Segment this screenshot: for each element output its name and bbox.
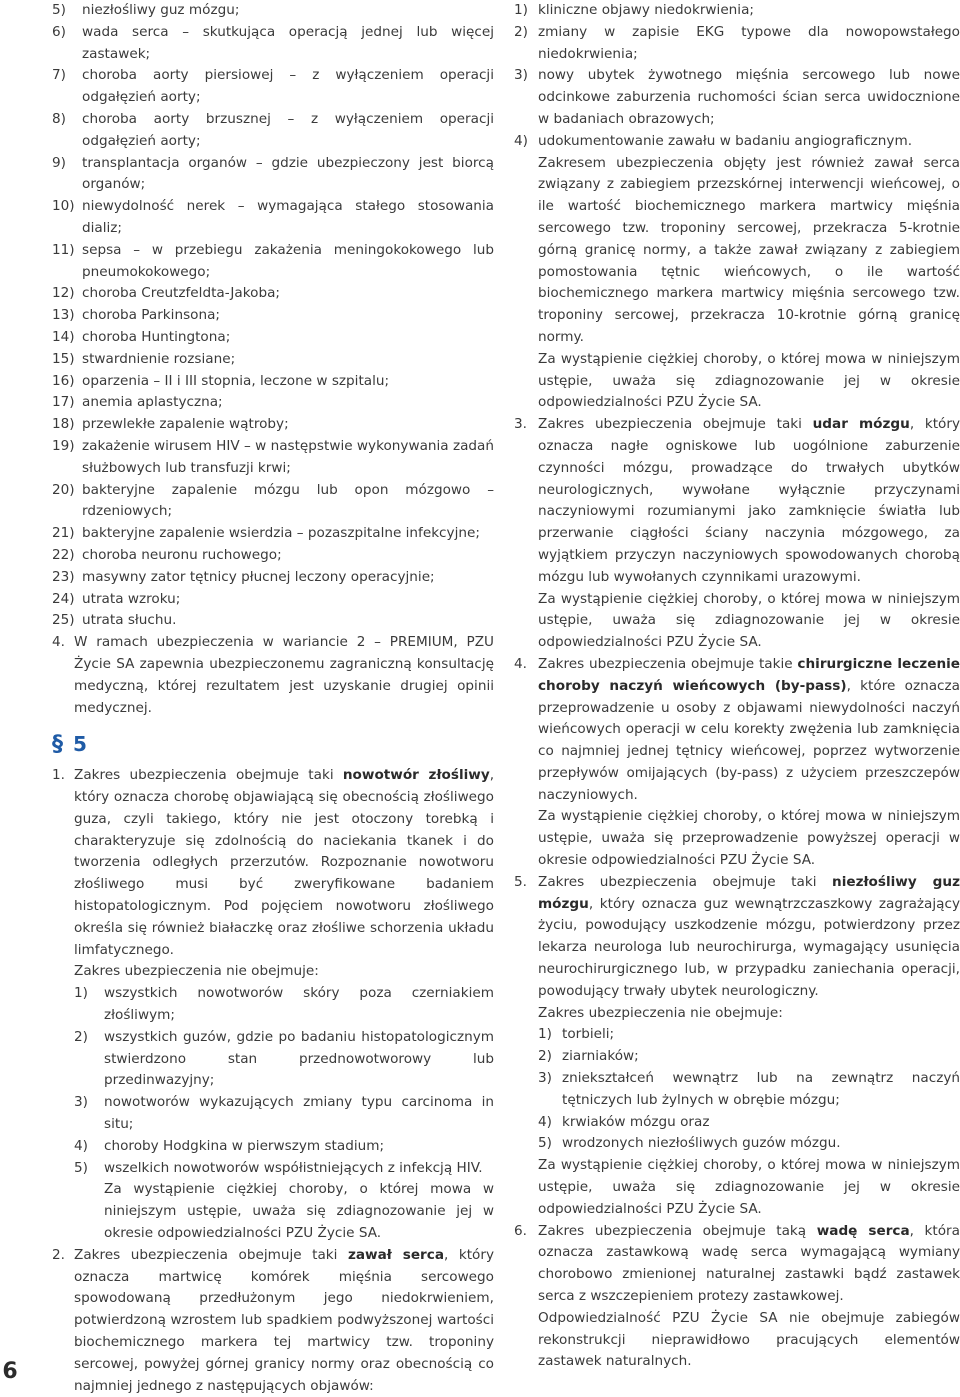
list-item-number: 2) bbox=[538, 1048, 552, 1065]
clause-number: 5. bbox=[514, 873, 527, 890]
list-item-text: transplantacja organów – gdzie ubezpieczony jest biorcą organów; bbox=[82, 154, 494, 193]
list-item-number: 6) bbox=[52, 23, 66, 40]
list-item-text: utrata wzroku; bbox=[82, 590, 181, 607]
list-item-text: wszystkich guzów, gdzie po badaniu histopatologicznym stwierdzono stan przednowotworowy lub przedinwazyjny; bbox=[104, 1028, 494, 1089]
list-item bbox=[52, 22, 494, 66]
list-item-text: zmiany w zapisie EKG typowe dla nowopowstałego niedokrwienia; bbox=[538, 23, 960, 62]
list-item bbox=[52, 305, 494, 327]
clause-text: Zakres ubezpieczenia obejmuje taką wadę serca, która oznacza zastawkową wadę serca wymagającą wymiany chorobowo zmienionej naturalnej zastawki bądź zastawek serca z wszczepieniem protezy zastawkowej. bbox=[538, 1222, 960, 1305]
list-item-text: torbieli; bbox=[562, 1026, 615, 1043]
list-item bbox=[514, 131, 960, 153]
list-item-number: 19) bbox=[52, 437, 75, 454]
clause-text: Zakres ubezpieczenia obejmuje taki niezłośliwy guz mózgu, który oznacza guz wewnątrzczaszkowy zagrażający życiu, powodujący uszkodzenie mózgu, potwierdzony przez lekarza neurologa lub neurochirurga, wymagający usunięcia neurochirurgicznego lub, w przypadku zaniechania operacji, powodujący trwały ubytek neurologiczny. bbox=[538, 873, 960, 999]
clause-2-extra: Zakresem ubezpieczenia objęty jest również zawał serca związany z zabiegiem przezskórnej interwencji wieńcowej, o ile wartość biochemicznego markera martwicy mięśnia sercowego tzw. troponiny sercowej, przekracza 5-krotnie górną granicę normy, a także zawał związany z zabiegiem pomostowania tętnic wieńcowych, o ile wartość biochemicznego markera martwicy mięśnia sercowego tzw. troponiny sercowej, przekracza 10-krotnie górną granicę normy. bbox=[538, 154, 960, 345]
list-item bbox=[74, 1158, 494, 1180]
list-item-number: 22) bbox=[52, 546, 75, 563]
list-item-number: 3) bbox=[74, 1094, 88, 1111]
list-item-number: 12) bbox=[52, 285, 75, 302]
list-item-text: choroba aorty piersiowej – z wyłączeniem operacji odgałęzień aorty; bbox=[82, 67, 494, 106]
list-item-text: wszelkich nowotworów współistniejących z infekcją HIV. bbox=[104, 1159, 483, 1176]
list-item bbox=[52, 480, 494, 524]
clause-6 bbox=[514, 1221, 960, 1308]
list-item-text: choroba aorty brzusznej – z wyłączeniem operacji odgałęzień aorty; bbox=[82, 110, 494, 149]
list-item-text: kliniczne objawy niedokrwienia; bbox=[538, 2, 754, 18]
symptoms-list bbox=[514, 0, 960, 153]
section-number: 5 bbox=[73, 732, 87, 757]
list-item bbox=[74, 1027, 494, 1092]
list-item-text: masywny zator tętnicy płucnej leczony operacyjnie; bbox=[82, 568, 435, 585]
section-heading bbox=[52, 731, 494, 759]
list-item bbox=[52, 545, 494, 567]
list-item-text: choroba Creutzfeldta-Jakoba; bbox=[82, 285, 280, 302]
list-item-number: 1) bbox=[514, 2, 528, 18]
list-item-text: nowy ubytek żywotnego mięśnia sercowego lub nowe odcinkowe zaburzenia ruchomości ścian serca uwidocznione w badaniach obrazowych; bbox=[538, 67, 960, 127]
list-item-text: nowotworów wykazujących zmiany typu carcinoma in situ; bbox=[104, 1094, 494, 1133]
exclusions-intro: Zakres ubezpieczenia nie obejmuje: bbox=[74, 963, 319, 980]
list-item-text: zakażenie wirusem HIV – w następstwie wykonywania zadań służbowych lub transfuzji krwi; bbox=[82, 437, 494, 476]
list-item-number: 5) bbox=[52, 2, 66, 18]
list-item-text: krwiaków mózgu oraz bbox=[562, 1113, 710, 1130]
list-item-number: 4) bbox=[538, 1113, 552, 1130]
list-item bbox=[52, 283, 494, 305]
list-item-number: 11) bbox=[52, 241, 75, 258]
list-item-text: niezłośliwy guz mózgu; bbox=[82, 2, 240, 18]
list-item-text: wszystkich nowotworów skóry poza czerniakiem złośliwym; bbox=[104, 985, 494, 1024]
list-item-text: ziarniaków; bbox=[562, 1048, 639, 1065]
list-item-text: zniekształceń wewnątrz lub na zewnątrz naczyń tętniczych lub żylnych w obrębie mózgu; bbox=[562, 1070, 960, 1108]
list-item-text: niewydolność nerek – wymagająca stałego stosowania dializ; bbox=[82, 198, 494, 236]
list-item-number: 9) bbox=[52, 154, 66, 171]
list-item-number: 21) bbox=[52, 525, 75, 542]
list-item-number: 16) bbox=[52, 372, 75, 389]
clause-4 bbox=[52, 632, 494, 719]
list-item-text: anemia aplastyczna; bbox=[82, 394, 223, 411]
section-sign: § bbox=[52, 732, 63, 758]
clause-5 bbox=[514, 872, 960, 1003]
list-item bbox=[52, 349, 494, 371]
list-item-text: wada serca – skutkująca operacją jednej lub więcej zastawek; bbox=[82, 23, 494, 62]
diagnosis-note: Za wystąpienie ciężkiej choroby, o której mowa w niniejszym ustępie, uważa się zdiagnozowanie jej w okresie odpowiedzialności PZU Życie SA. bbox=[538, 350, 960, 411]
list-item bbox=[74, 1092, 494, 1136]
list-item-number: 3) bbox=[538, 1070, 552, 1087]
list-item bbox=[538, 1133, 960, 1155]
list-item bbox=[52, 0, 494, 22]
list-item-number: 2) bbox=[514, 23, 528, 40]
list-item bbox=[52, 414, 494, 436]
clause-2 bbox=[52, 1245, 494, 1397]
list-item-text: choroba neuronu ruchowego; bbox=[82, 546, 282, 563]
list-item bbox=[52, 196, 494, 240]
clause-number: 1. bbox=[52, 767, 65, 784]
clause-6-note: Odpowiedzialność PZU Życie SA nie obejmuje zabiegów rekonstrukcji nieprawidłowo pracujących elementów zastawek naturalnych. bbox=[538, 1309, 960, 1370]
list-item bbox=[52, 589, 494, 611]
exclusions-list bbox=[74, 983, 494, 1179]
list-item-number: 1) bbox=[74, 985, 88, 1002]
list-item bbox=[538, 1024, 960, 1046]
term-bold: chirurgiczne leczenie choroby naczyń wieńcowych (by-pass) bbox=[538, 655, 960, 694]
list-item-text: przewlekłe zapalenie wątroby; bbox=[82, 416, 289, 433]
list-item-number: 10) bbox=[52, 198, 75, 215]
clause-text: Zakres ubezpieczenia obejmuje taki udar mózgu, który oznacza nagłe ogniskowe lub uogólnione zaburzenie czynności mózgu, prowadzące do trwałych ubytków neurologicznych, wywołane wyłącznie przyczynami naczyniowymi rozumianymi jako zamknięcie światła lub przerwanie ciągłości ściany naczynia mózgowego, za wyjątkiem przyczyn naczyniowych spowodowanych chorobą mózgu lub wywołanych czynnikami urazowymi. bbox=[538, 416, 960, 585]
clause-text: Zakres ubezpieczenia obejmuje taki nowotwór złośliwy, który oznacza chorobę objawiającą się obecnością złośliwego guza, czyli takiego, który nie jest otoczony torebką i charakteryzuje się zdolnością do naciekania tkanek i do tworzenia odległych przerzutów. Rozpoznanie nowotworu złośliwego musi być zweryfikowane badaniem histopatologicznym. Pod pojęciem nowotworu złośliwego określa się również białaczkę oraz złośliwe schorzenia układu limfatycznego. bbox=[74, 767, 495, 958]
term-bold: niezłośliwy guz mózgu bbox=[538, 873, 960, 912]
diagnosis-note: Za wystąpienie ciężkiej choroby, o której mowa w niniejszym ustępie, uważa się zdiagnozowanie jej w okresie odpowiedzialności PZU Życie SA. bbox=[538, 1157, 960, 1217]
list-item bbox=[514, 0, 960, 22]
clause-text: Zakres ubezpieczenia obejmuje takie chirurgiczne leczenie choroby naczyń wieńcowych (by-pass), które oznacza przeprowadzenie u osoby z objawami niewydolności naczyń wieńcowych operacji w celu korekty zwężenia lub zamknięcia co najmniej jednej tętnicy wieńcowej, poprzez wytworzenie przepływów omijających (by-pass) z użyciem przeszczepów naczyniowych. bbox=[538, 655, 960, 803]
list-item-number: 23) bbox=[52, 568, 75, 585]
list-item-text: wrodzonych niezłośliwych guzów mózgu. bbox=[562, 1135, 841, 1152]
list-item-number: 5) bbox=[538, 1135, 552, 1152]
clause-3 bbox=[514, 414, 960, 588]
list-item bbox=[52, 153, 494, 197]
list-item bbox=[52, 392, 494, 414]
list-item bbox=[52, 371, 494, 393]
list-item bbox=[52, 523, 494, 545]
clause-4 bbox=[514, 654, 960, 807]
list-item-number: 7) bbox=[52, 67, 66, 84]
list-item bbox=[538, 1112, 960, 1134]
clause-number: 2. bbox=[52, 1246, 65, 1263]
list-item-number: 17) bbox=[52, 394, 75, 411]
clause-number: 6. bbox=[514, 1222, 527, 1239]
list-item-text: sepsa – w przebiegu zakażenia meningokokowego lub pneumokokowego; bbox=[82, 241, 494, 280]
term-bold: zawał serca bbox=[347, 1246, 444, 1263]
right-column bbox=[514, 0, 960, 1373]
disease-list bbox=[52, 0, 494, 632]
left-column bbox=[52, 0, 494, 1397]
list-item bbox=[74, 1136, 494, 1158]
list-item bbox=[52, 567, 494, 589]
list-item-number: 25) bbox=[52, 612, 75, 629]
list-item-number: 4) bbox=[74, 1137, 88, 1154]
list-item-number: 1) bbox=[538, 1026, 552, 1043]
exclusions-list bbox=[538, 1024, 960, 1155]
list-item-number: 18) bbox=[52, 416, 75, 433]
term-bold: wadę serca bbox=[816, 1222, 910, 1239]
page-number: 6 bbox=[2, 1359, 18, 1385]
list-item bbox=[514, 22, 960, 66]
list-item bbox=[74, 983, 494, 1027]
list-item-number: 3) bbox=[514, 67, 528, 84]
list-item-text: bakteryjne zapalenie mózgu lub opon mózgowo – rdzeniowych; bbox=[82, 481, 494, 520]
diagnosis-note: Za wystąpienie ciężkiej choroby, o której mowa w niniejszym ustępie, uważa się zdiagnozowanie jej w okresie odpowiedzialności PZU Życie SA. bbox=[104, 1181, 494, 1242]
clause-number: 4. bbox=[52, 634, 65, 651]
list-item-text: choroby Hodgkina w pierwszym stadium; bbox=[104, 1137, 385, 1154]
list-item-number: 20) bbox=[52, 481, 75, 498]
list-item-text: choroba Parkinsona; bbox=[82, 307, 220, 324]
list-item bbox=[52, 610, 494, 632]
list-item-text: stwardnienie rozsiane; bbox=[82, 350, 236, 367]
list-item-text: oparzenia – II i III stopnia, leczone w szpitalu; bbox=[82, 372, 390, 389]
list-item-number: 4) bbox=[514, 132, 528, 149]
clause-1 bbox=[52, 765, 494, 961]
exclusions-intro: Zakres ubezpieczenia nie obejmuje: bbox=[538, 1004, 783, 1021]
list-item bbox=[52, 240, 494, 284]
list-item-number: 24) bbox=[52, 590, 75, 607]
list-item-text: bakteryjne zapalenie wsierdzia – pozaszpitalne infekcyjne; bbox=[82, 525, 480, 542]
list-item bbox=[52, 327, 494, 349]
list-item bbox=[514, 65, 960, 130]
list-item bbox=[538, 1068, 960, 1112]
list-item-text: utrata słuchu. bbox=[82, 612, 177, 629]
list-item-number: 13) bbox=[52, 307, 75, 324]
term-bold: nowotwór złośliwy bbox=[342, 767, 490, 784]
list-item-text: choroba Huntingtona; bbox=[82, 328, 231, 345]
list-item bbox=[52, 109, 494, 153]
clause-number: 3. bbox=[514, 416, 527, 433]
list-item bbox=[538, 1046, 960, 1068]
diagnosis-note: Za wystąpienie ciężkiej choroby, o której mowa w niniejszym ustępie, uważa się zdiagnozowanie jej w okresie odpowiedzialności PZU Życie SA. bbox=[538, 590, 960, 651]
list-item-number: 14) bbox=[52, 328, 75, 345]
list-item-number: 2) bbox=[74, 1028, 88, 1045]
list-item-text: udokumentowanie zawału w badaniu angiograficznym. bbox=[538, 132, 913, 149]
list-item bbox=[52, 436, 494, 480]
diagnosis-note: Za wystąpienie ciężkiej choroby, o której mowa w niniejszym ustępie, uważa się przeprowadzenie powyższej operacji w okresie odpowiedzialności PZU Życie SA. bbox=[538, 808, 960, 869]
clause-number: 4. bbox=[514, 655, 527, 672]
clause-text: Zakres ubezpieczenia obejmuje taki zawał serca, który oznacza martwicę komórek mięśnia sercowego spowodowaną przedłużonym jego niedokrwieniem, potwierdzoną wzrostem lub spadkiem podwyższonej wartości biochemicznego markera tej martwicy tzw. troponiny sercowej, powyżej górnej granicy normy oraz obecnością co najmniej jednego z następujących objawów: bbox=[74, 1246, 494, 1394]
list-item-number: 5) bbox=[74, 1159, 88, 1176]
term-bold: udar mózgu bbox=[812, 416, 910, 433]
list-item bbox=[52, 65, 494, 109]
list-item-number: 8) bbox=[52, 110, 66, 127]
list-item-number: 15) bbox=[52, 350, 75, 367]
clause-text: W ramach ubezpieczenia w wariancie 2 – PREMIUM, PZU Życie SA zapewnia ubezpieczonemu zagraniczną konsultację medyczną, której rezultatem jest uzyskanie drugiej opinii medycznej. bbox=[74, 634, 494, 716]
